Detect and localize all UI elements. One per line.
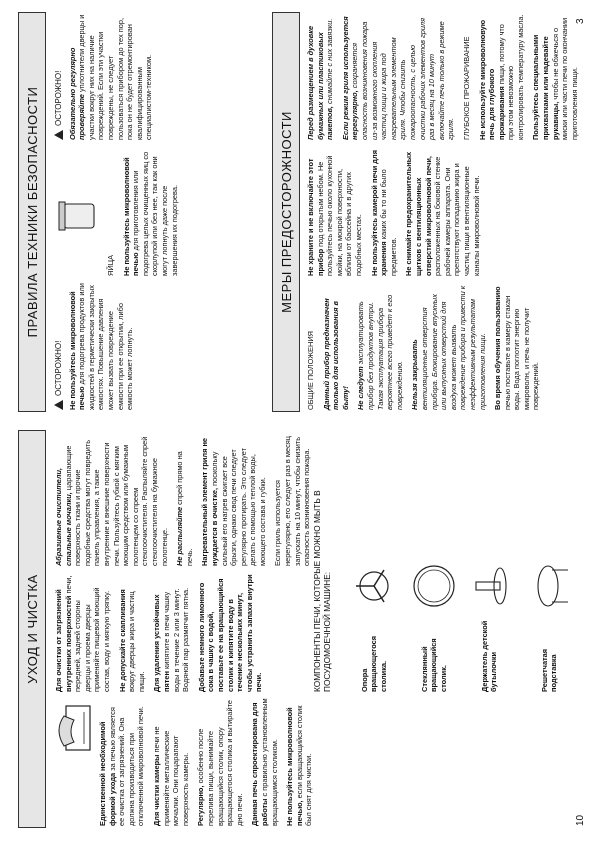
safety-p1-bold: Не пользуйтесь микроволновой печью — [67, 291, 87, 410]
care-c2-p1-bi: Абразивные очистители, стальные мочалки, — [54, 467, 73, 566]
care-p8-bold: Для удаления устойчивых пятен — [152, 594, 171, 692]
prec-p4-bold: Во время обучения пользованию — [493, 286, 503, 410]
safety-p1-text: для подогрева продуктов или жидкостей в герметически закрытых емкостях. Повышение давления может вызвать повреждение емкости при ее открытии, либо емкость может лопнуть. — [77, 283, 135, 410]
deep-frying-heading: ГЛУБОКОЕ ПРОЖАРИВАНИЕ — [461, 36, 471, 140]
care-c2-p3-bold: Нагревательный элемент гриля не нуждается в очистке, — [200, 437, 219, 566]
prec-c3-p1-bi: Перед размещением в духовке бумажных или пластиковых пакетов, — [306, 25, 335, 140]
component-bottle-holder: Держатель детской бутылочки — [480, 620, 499, 692]
safety-column-3 — [54, 14, 160, 140]
prec-c3-p4-text: чтобы не обжечься о миски или части печи по окончании приготовления пищи. — [550, 17, 579, 140]
precautions-column-3 — [306, 14, 585, 140]
care-p4-bold: Данная печь спроектирована для работы — [250, 702, 269, 826]
page-number-left: 10 — [575, 814, 586, 826]
prec-c3-p2-bi: Если режим гриля используется нерегулярно, — [340, 16, 360, 140]
care-c2-p4-text: Если гриль используется нерегулярно, его следует раз в месяц запускать на 10 минут, чтобы снизить опасность возникновения пожара. — [273, 435, 312, 566]
prec-p2-bi: Не следует — [356, 366, 366, 410]
safety-column-2 — [54, 146, 185, 276]
prec-c2-p1-text: под открытым небом. Не пользуйтесь печью около кухонной мойки, на мокрой поверхности, вблизи от бассейна и в других подобных местах. — [315, 155, 363, 276]
precautions-column-1 — [306, 282, 547, 410]
warning-heading-2 — [54, 14, 64, 140]
prec-c3-p1-text: снимайте с них завязки. — [325, 18, 335, 104]
bottle-holder-icon — [470, 562, 518, 610]
care-p2-bold: Для чистки камеры — [151, 754, 161, 826]
care-p5-text: если вращающийся столик был снят для чистки. — [294, 705, 314, 826]
care-p9-bold: Добавьте немного лимонного сока в чашку с водой, поставьте ее на вращающийся столик и кипятите воду в течение нескольких минут, чтобы устранить запахи внутри печи. — [196, 574, 264, 692]
care-p6-text: печи, передней, задней стороны дверцы и проема дверцы применяйте пищевой моющий состав, воду и мягкую тряпку. — [63, 575, 111, 692]
prec-p3-text: вентиляционные отверстия прибора. Блокирование впускных или выпускных отверстий для воздуха может вызвать повреждение прибора и привести к неэффективным результатам приготовления пищи. — [419, 285, 487, 410]
prec-c2-p2-bold: Не пользуйтесь камерой печи для хранения — [369, 149, 389, 276]
care-p7-bold: Не допускайте скапливания — [117, 589, 127, 692]
care-p1-text: за печью является ее очистка от загрязнений. Она должна производиться при отключенной микроволновой печи. — [107, 706, 146, 826]
prec-c2-p1-bold: Не храните и не включайте этот прибор — [306, 158, 325, 276]
prec-c3-p2-text: сохраняется опасность возникновения пожара из-за возможного скопления частиц пищи и жира под нагревательным элементом гриля. Чтобы снизить пожароопасность, с целью очистки рабочих элементов гриля раз в месяц на 10 минут включайте печь только в режиме гриля. — [350, 17, 456, 140]
prec-p3-bi: Нельзя закрывать — [410, 339, 420, 410]
prec-p2-text: эксплуатировать прибор без продуктов внутри. Такая эксплуатация прибора вероятнее всего приведет к его повреждению. — [356, 294, 404, 410]
component-roller-rest: Опора вращающегося столика. — [360, 635, 388, 692]
care-column-3 — [54, 434, 318, 566]
general-heading: ОБЩИЕ ПОЛОЖЕНИЯ — [306, 331, 315, 410]
safety-p2-text: для приготовления или подогрева целых очищенных яиц со скорлупой или без нее, так как они могут лопнуть даже после завершения их подогрева. — [131, 151, 179, 276]
warning-icon — [54, 130, 63, 140]
care-p5-bold: Не пользуйтесь микроволновой печью, — [285, 707, 304, 826]
safety-heading: ПРАВИЛА ТЕХНИКИ БЕЗОПАСНОСТИ — [18, 12, 46, 412]
care-p3-text: особенно после перелива пищи, вынимайте вращающийся столик, опору вращающегося столика и вытирайте дно печи. — [196, 699, 244, 826]
turntable-icon — [410, 562, 458, 610]
care-p1-bold: Единственной необходимой формой ухода — [98, 721, 117, 826]
prec-p1-bi: Данный прибор предназначен только для использования в быту! — [321, 298, 350, 410]
prec-c2-p3-bold: Не снимайте предохранительных щитков с вентиляционных отверстий микроволновой печи, — [404, 151, 433, 276]
care-c2-p1-text: царапающие поверхность ткани и прочие подобные средства могут повредить панель управления, а также внутренние и внешние поверхности печи. Пользуйтесь губкой с мягким моющим средством или бумажным полотенцем со спреем стеклоочистителя. Распыляйте спрей стеклоочистителя на бумажное полотенце. — [63, 436, 169, 566]
safety-p2-bold: Не пользуйтесь микроволновой печью — [121, 157, 141, 276]
care-column-1 — [54, 698, 320, 826]
prec-c2-p3-text: расположенных на боковой стенке рабочей камеры аппарата. Они препятствуют попаданию жира и частиц пищи в вентиляционные каналы микроволновой печи. — [433, 156, 481, 276]
prec-c3-p3-text: пищи, потому что при этом невозможно контролировать температуру масла. — [496, 14, 525, 140]
care-p8-text: кипятите в печи чашку воды в течение 2 или 3 минут. Водяной пар размягчит пятна. — [161, 587, 191, 692]
eggs-heading: ЯЙЦА — [106, 254, 115, 276]
warning-label-2: ОСТОРОЖНО! — [54, 70, 63, 126]
care-p7-text: вокруг дверцы жира и частиц пищи. — [127, 591, 146, 692]
roller-rest-icon — [350, 562, 398, 610]
care-column-2 — [54, 574, 270, 692]
precautions-column-2 — [306, 146, 487, 276]
care-c2-p3-text: поскольку сильный его нагрев сжигает все брызги, однако свод печи следует регулярно протирать. Это следует делать с помощью теплой воды, моющего состава и губки. — [209, 448, 267, 566]
care-c2-p2-bi: Не распыляйте — [175, 506, 185, 566]
components-title: КОМПОНЕНТЫ ПЕЧИ, КОТОРЫЕ МОЖНО МЫТЬ В ПОСУДОМОЕЧНОЙ МАШИНЕ: — [312, 490, 332, 692]
care-heading: УХОД И ЧИСТКА — [18, 430, 46, 828]
prec-c2-p2-text: каких бы то ни было предметов. — [379, 169, 398, 276]
prec-c3-p4-bold: Пользуйтесь специальными прихватками или надевайте рукавицы, — [531, 34, 560, 140]
prec-p4-text: печью поставьте в камеру стакан воды. Вода поглотит энергию микроволн, и печь не получит повреждений. — [502, 295, 541, 410]
care-c2-p2-text: спрей прямо на печь. — [175, 451, 194, 566]
component-rack: Решетчатая подставка — [540, 648, 559, 692]
precautions-heading: МЕРЫ ПРЕДОСТОРОЖНОСТИ — [272, 12, 300, 412]
safety-c3-p1-bi: Обязательно регулярно проверяйте — [67, 47, 87, 140]
care-p6-bold: Для очистки от загрязнений внутренних поверхностей — [54, 589, 73, 692]
rack-icon — [528, 562, 576, 610]
care-p3-bold: Регулярно, — [196, 785, 206, 826]
warning-icon — [54, 400, 63, 410]
jar-illustration — [54, 186, 100, 246]
prec-c3-p3-bold: Не используйте микроволновую печь для глубокого прожаривания — [477, 19, 506, 140]
component-glass-turntable: Стеклянный вращающийся столик. — [420, 638, 448, 692]
safety-column-1 — [54, 282, 141, 410]
safety-c3-p1-text: уплотнители дверцы и участки вокруг них на наличие повреждений. Если эти участки повреждены, не следует пользоваться прибором до тех пор, пока он не будет отремонтирован квалифицированным специалистом-техником. — [77, 14, 154, 140]
warning-label-1: ОСТОРОЖНО! — [54, 340, 63, 396]
cleaning-illustration — [54, 700, 94, 756]
warning-heading-1 — [54, 282, 64, 410]
care-p2-text: печи не применяйте металлические мочалки. Они поцарапают поверхность камеры. — [151, 726, 190, 826]
page-number-right: 3 — [575, 18, 586, 24]
care-p4-text: с правильно установленным вращающимся столиком. — [259, 698, 279, 826]
